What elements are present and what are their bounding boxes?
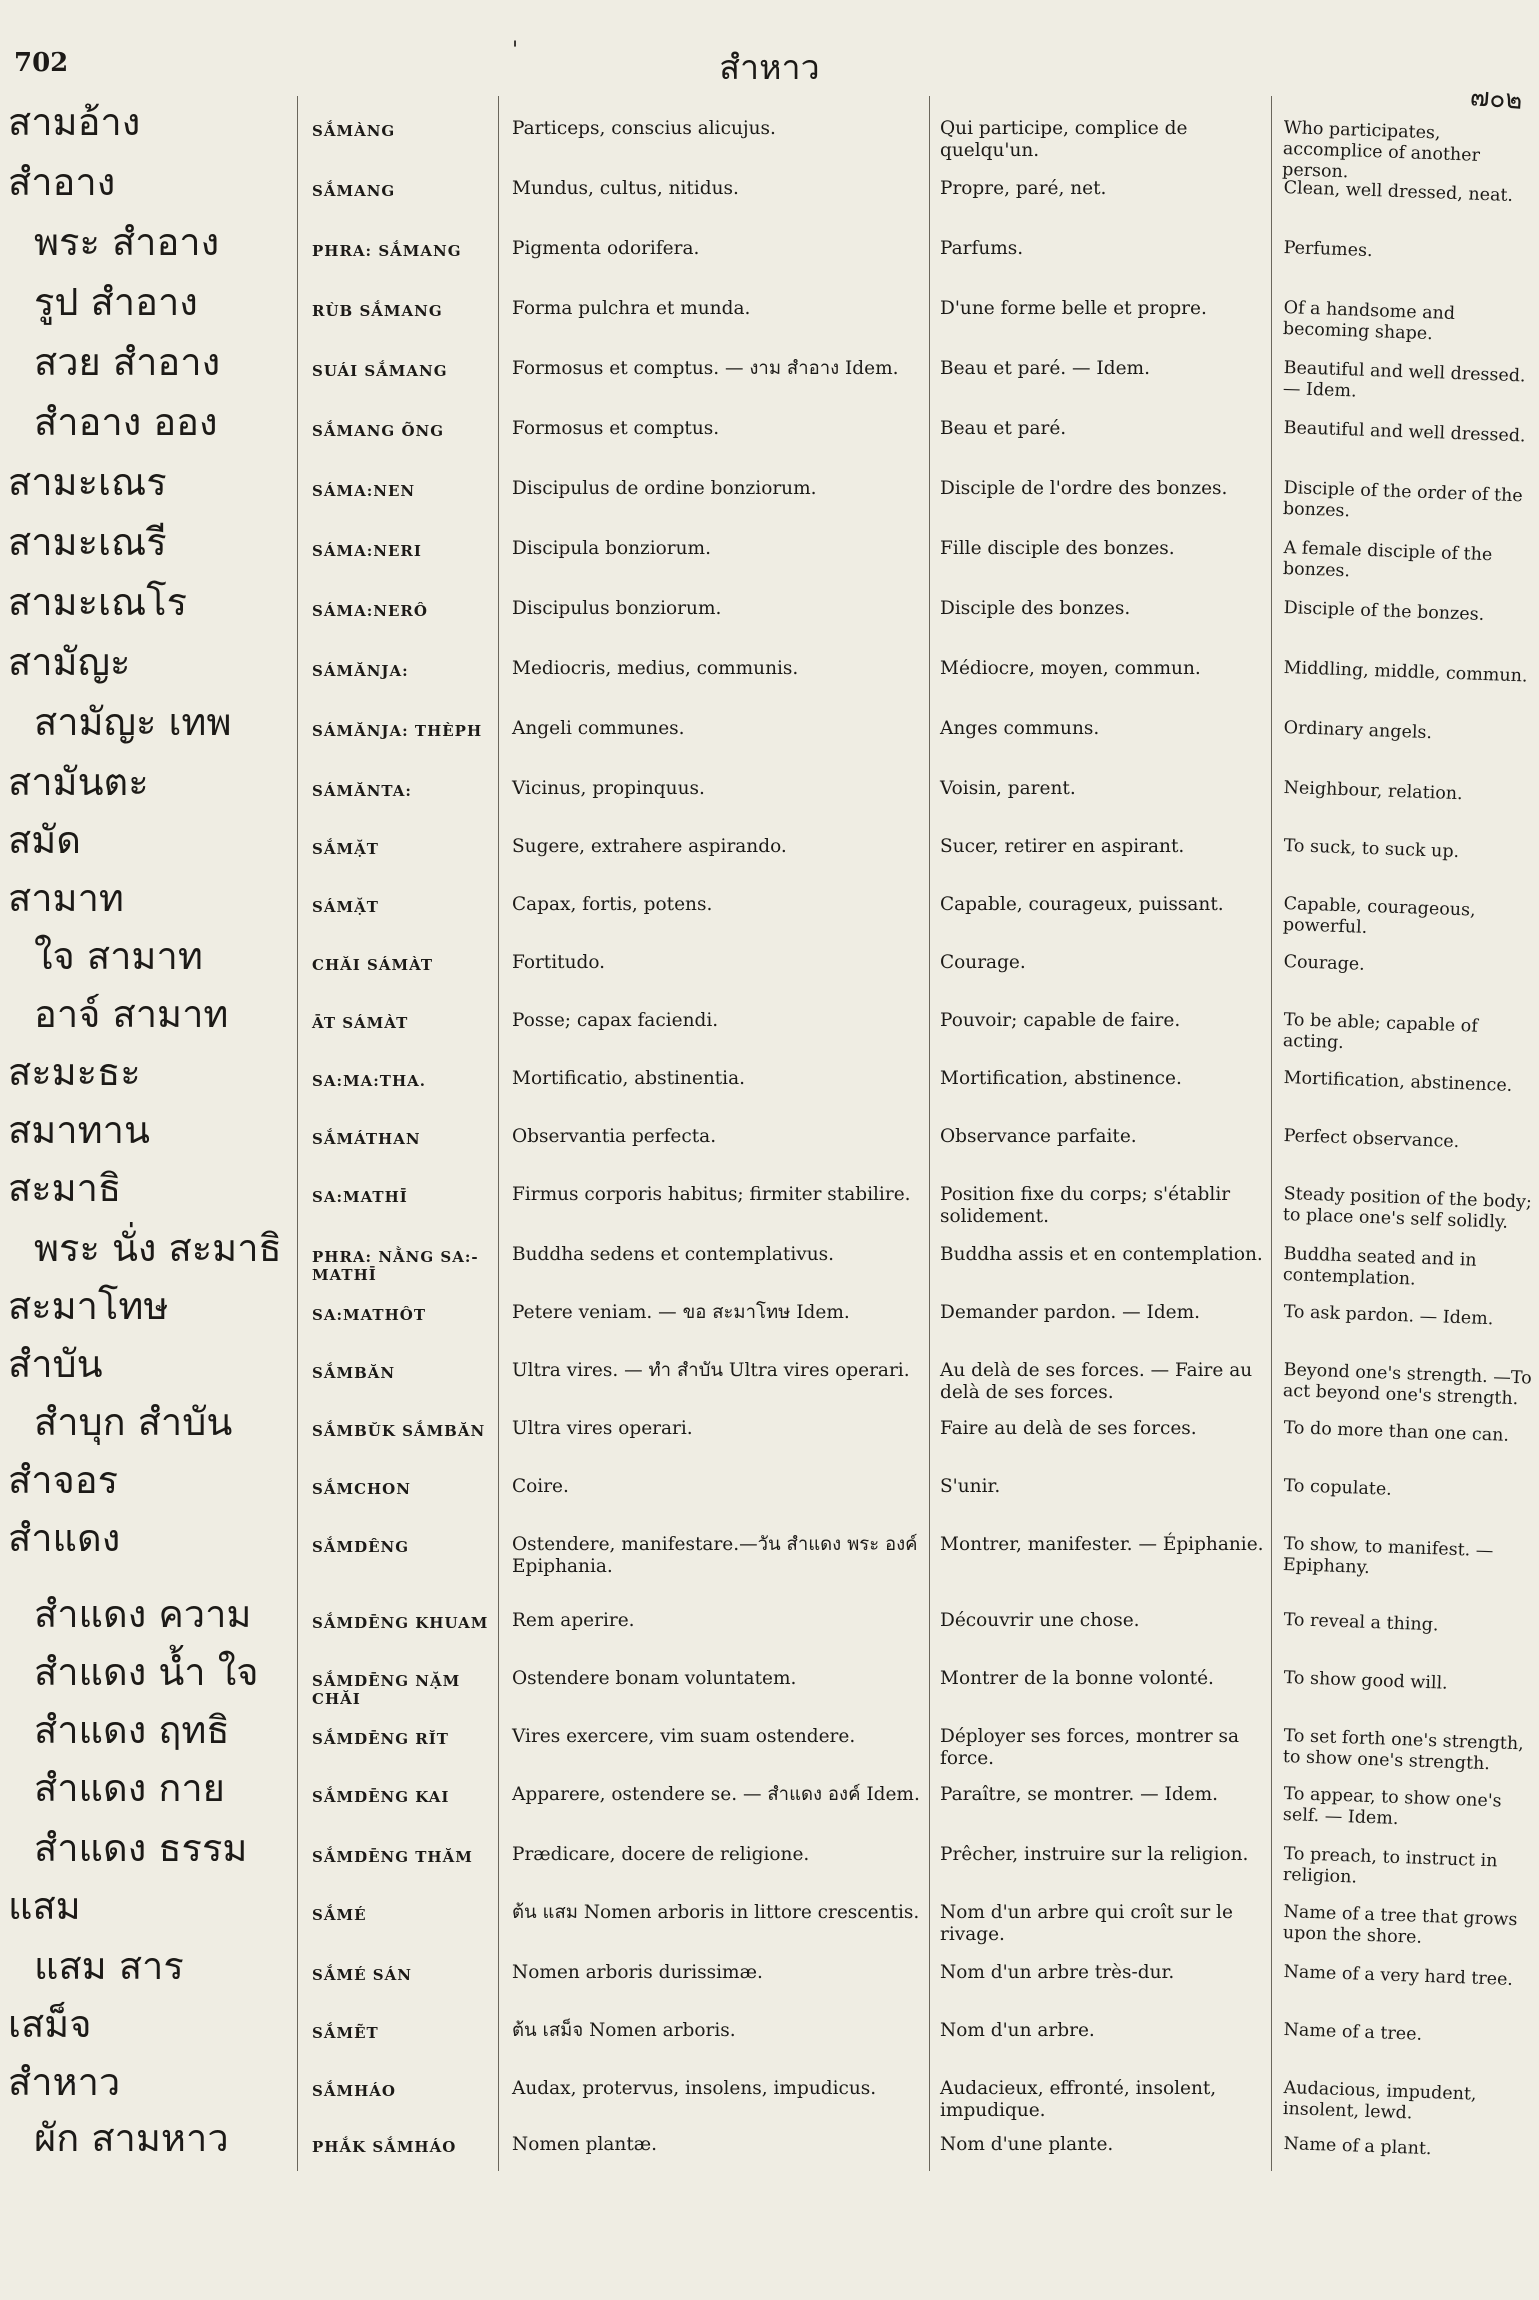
- english-definition: Clean, well dressed, neat.: [1283, 178, 1514, 206]
- english-definition: A female disciple of the bonzes.: [1282, 538, 1493, 582]
- romanization: CHĂI SÁMÀT: [312, 956, 434, 974]
- english-definition: Perfumes.: [1283, 238, 1373, 262]
- french-definition: Montrer, manifester. — Épiphanie.: [940, 1534, 1264, 1555]
- thai-headword: สำอาง ออง: [34, 400, 218, 444]
- french-definition: Mortification, abstinence.: [940, 1068, 1182, 1089]
- latin-definition: Rem aperire.: [512, 1610, 635, 1631]
- english-definition: Beyond one's strength. —To act beyond one's strength.: [1282, 1360, 1533, 1410]
- english-definition: Buddha seated and in contemplation.: [1282, 1244, 1477, 1290]
- romanization: PHRA: NẰNG SA:-MATHĪ: [312, 1248, 479, 1284]
- french-definition: Sucer, retirer en aspirant.: [940, 836, 1185, 857]
- english-definition: To set forth one's strength, to show one's strength.: [1282, 1726, 1525, 1775]
- english-definition: Capable, courageous, powerful.: [1282, 894, 1476, 938]
- romanization: SÁMA:NERÔ: [312, 602, 428, 620]
- latin-definition: Mundus, cultus, nitidus.: [512, 178, 739, 199]
- romanization: SA:MATHĪ: [312, 1188, 408, 1206]
- french-definition: Nom d'une plante.: [940, 2134, 1114, 2155]
- french-definition: Position fixe du corps; s'établir solidement.: [940, 1184, 1231, 1228]
- romanization: SÁMA:NERI: [312, 542, 422, 560]
- thai-headword: สำแดง ความ: [34, 1592, 252, 1636]
- latin-definition: ต้น แสม Nomen arboris in littore crescentis.: [512, 1902, 920, 1923]
- thai-headword: สามาท: [8, 876, 124, 920]
- thai-headword: สำแดง ฤทธิ: [34, 1708, 230, 1752]
- romanization: SÁMẶT: [312, 898, 379, 916]
- romanization: SẮMDĒNG THĂM: [312, 1848, 473, 1866]
- latin-definition: Prædicare, docere de religione.: [512, 1844, 810, 1865]
- french-definition: Demander pardon. — Idem.: [940, 1302, 1201, 1323]
- english-definition: Beautiful and well dressed. — Idem.: [1282, 358, 1526, 402]
- french-definition: Déployer ses forces, montrer sa force.: [940, 1726, 1240, 1770]
- thai-headword: สำอาง: [8, 160, 116, 204]
- thai-headword: ใจ สามาท: [34, 934, 203, 978]
- french-definition: Fille disciple des bonzes.: [940, 538, 1175, 559]
- english-definition: Disciple of the bonzes.: [1283, 598, 1485, 625]
- english-definition: Name of a tree that grows upon the shore.: [1282, 1902, 1518, 1948]
- thai-headword: สะมะธะ: [8, 1050, 141, 1094]
- romanization: SẮMDÊNG: [312, 1538, 410, 1556]
- french-definition: Beau et paré. — Idem.: [940, 358, 1150, 379]
- english-definition: To show, to manifest. — Epiphany.: [1282, 1534, 1494, 1579]
- romanization: SẮMDĒNG RĬT: [312, 1730, 449, 1748]
- english-definition: Audacious, impudent, insolent, lewd.: [1282, 2078, 1477, 2124]
- thai-page-number: ๗๐๒: [1469, 82, 1524, 116]
- romanization: SÁMĂNJA: THÈPH: [312, 722, 483, 740]
- french-definition: Nom d'un arbre très-dur.: [940, 1962, 1175, 1983]
- tick-mark: ': [512, 38, 519, 63]
- thai-headword: สำแดง กาย: [34, 1766, 225, 1810]
- english-definition: To be able; capable of acting.: [1282, 1010, 1479, 1054]
- thai-headword: พระ นั่ง สะมาธิ: [34, 1226, 282, 1270]
- english-definition: Name of a very hard tree.: [1283, 1962, 1514, 1990]
- french-definition: Parfums.: [940, 238, 1024, 259]
- thai-headword: สะมาธิ: [8, 1166, 122, 1210]
- french-definition: Beau et paré.: [940, 418, 1067, 439]
- thai-headword: สำแดง น้ำ ใจ: [34, 1650, 259, 1694]
- english-definition: To ask pardon. — Idem.: [1283, 1302, 1494, 1330]
- latin-definition: Posse; capax faciendi.: [512, 1010, 719, 1031]
- latin-definition: Forma pulchra et munda.: [512, 298, 751, 319]
- latin-definition: Ostendere, manifestare.—วัน สำแดง พระ องค์ Epiphania.: [512, 1534, 918, 1578]
- french-definition: S'unir.: [940, 1476, 1001, 1497]
- latin-definition: Petere veniam. — ขอ สะมาโทษ Idem.: [512, 1302, 850, 1323]
- french-definition: Anges communs.: [940, 718, 1100, 739]
- romanization: SUÁI SẮMANG: [312, 362, 448, 380]
- romanization: SA:MA:THA.: [312, 1072, 426, 1090]
- thai-headword: สำหาว: [8, 2060, 121, 2104]
- french-definition: Nom d'un arbre.: [940, 2020, 1095, 2041]
- romanization: PHRA: SẮMANG: [312, 242, 462, 260]
- latin-definition: Vires exercere, vim suam ostendere.: [512, 1726, 856, 1747]
- thai-headword: ผัก สามหาว: [34, 2116, 229, 2160]
- english-definition: Steady position of the body; to place one's self solidly.: [1282, 1184, 1533, 1233]
- thai-headword: สำจอร: [8, 1458, 119, 1502]
- french-definition: Médiocre, moyen, commun.: [940, 658, 1201, 679]
- english-definition: To do more than one can.: [1283, 1418, 1510, 1446]
- romanization: SẮMBŬK SẮMBĂN: [312, 1422, 486, 1440]
- latin-definition: Ostendere bonam voluntatem.: [512, 1668, 797, 1689]
- thai-headword: สามันตะ: [8, 760, 149, 804]
- latin-definition: Nomen plantæ.: [512, 2134, 658, 2155]
- thai-headword: สามะเณโร: [8, 580, 188, 624]
- thai-headword: สำแดง ธรรม: [34, 1826, 248, 1870]
- french-definition: Prêcher, instruire sur la religion.: [940, 1844, 1249, 1865]
- latin-definition: Buddha sedens et contemplativus.: [512, 1244, 835, 1265]
- french-definition: Capable, courageux, puissant.: [940, 894, 1224, 915]
- thai-headword: เสม็จ: [8, 2002, 92, 2046]
- latin-definition: Particeps, conscius alicujus.: [512, 118, 776, 139]
- french-definition: Disciple des bonzes.: [940, 598, 1131, 619]
- french-definition: D'une forme belle et propre.: [940, 298, 1207, 319]
- english-definition: Ordinary angels.: [1283, 718, 1433, 744]
- french-definition: Découvrir une chose.: [940, 1610, 1140, 1631]
- latin-definition: ต้น เสม็จ Nomen arboris.: [512, 2020, 736, 2041]
- romanization: SÁMĂNJA:: [312, 662, 409, 680]
- latin-definition: Angeli communes.: [512, 718, 685, 739]
- latin-definition: Formosus et comptus.: [512, 418, 720, 439]
- thai-headword: สามะเณร: [8, 460, 167, 504]
- thai-headword: สำแดง: [8, 1516, 121, 1560]
- thai-headword: แสม: [8, 1884, 81, 1928]
- english-definition: Neighbour, relation.: [1283, 778, 1463, 805]
- english-definition: Who participates, accomplice of another person.: [1281, 118, 1481, 183]
- romanization: SẮMANG ÕNG: [312, 422, 445, 440]
- thai-headword: สามอ้าง: [8, 100, 141, 144]
- english-definition: Perfect observance.: [1283, 1126, 1460, 1153]
- latin-definition: Pigmenta odorifera.: [512, 238, 700, 259]
- latin-definition: Firmus corporis habitus; firmiter stabilire.: [512, 1184, 911, 1205]
- latin-definition: Mortificatio, abstinentia.: [512, 1068, 746, 1089]
- romanization: SẮMÉ SÁN: [312, 1966, 412, 1984]
- latin-definition: Audax, protervus, insolens, impudicus.: [512, 2078, 877, 2099]
- thai-headword: พระ สำอาง: [34, 220, 220, 264]
- thai-headword: สมัด: [8, 818, 81, 862]
- thai-headword: สามะเณรี: [8, 520, 167, 564]
- french-definition: Audacieux, effronté, insolent, impudique.: [940, 2078, 1217, 2122]
- french-definition: Pouvoir; capable de faire.: [940, 1010, 1181, 1031]
- english-definition: Of a handsome and becoming shape.: [1282, 298, 1456, 345]
- romanization: SÁMĂNTA:: [312, 782, 412, 800]
- thai-headword: รูป สำอาง: [34, 280, 198, 324]
- romanization: SÁMA:NEN: [312, 482, 416, 500]
- french-definition: Buddha assis et en contemplation.: [940, 1244, 1263, 1265]
- english-definition: To preach, to instruct in religion.: [1282, 1844, 1498, 1888]
- english-definition: Disciple of the order of the bonzes.: [1282, 478, 1524, 522]
- latin-definition: Sugere, extrahere aspirando.: [512, 836, 787, 857]
- english-definition: To reveal a thing.: [1283, 1610, 1439, 1636]
- latin-definition: Nomen arboris durissimæ.: [512, 1962, 763, 1983]
- english-definition: To suck, to suck up.: [1283, 836, 1460, 863]
- english-definition: Mortification, abstinence.: [1283, 1068, 1513, 1096]
- latin-definition: Ultra vires operari.: [512, 1418, 693, 1439]
- latin-definition: Discipulus bonziorum.: [512, 598, 722, 619]
- french-definition: Paraître, se montrer. — Idem.: [940, 1784, 1219, 1805]
- french-definition: Au delà de ses forces. — Faire au delà de ses forces.: [940, 1360, 1253, 1404]
- thai-headword: สำบัน: [8, 1342, 103, 1386]
- romanization: SA:MATHÔT: [312, 1306, 426, 1324]
- english-definition: To copulate.: [1283, 1476, 1393, 1500]
- romanization: ĀT SÁMÀT: [312, 1014, 409, 1032]
- romanization: SẮMÀNG: [312, 122, 396, 140]
- romanization: SẮMDĒNG NẶM CHĂI: [312, 1672, 461, 1708]
- french-definition: Disciple de l'ordre des bonzes.: [940, 478, 1228, 499]
- thai-headword: สวย สำอาง: [34, 340, 221, 384]
- french-definition: Courage.: [940, 952, 1026, 973]
- english-definition: Middling, middle, commun.: [1283, 658, 1528, 687]
- romanization: PHẮK SẮMHÁO: [312, 2138, 457, 2156]
- dictionary-entry: [0, 2116, 1539, 2184]
- english-definition: Beautiful and well dressed.: [1283, 418, 1526, 447]
- thai-headword: สามัญะ: [8, 640, 131, 684]
- latin-definition: Discipulus de ordine bonziorum.: [512, 478, 817, 499]
- thai-headword: สำบุก สำบัน: [34, 1400, 233, 1444]
- latin-definition: Apparere, ostendere se. — สำแดง องค์ Idem.: [512, 1784, 920, 1805]
- romanization: SẮMCHON: [312, 1480, 411, 1498]
- romanization: SẮMẶT: [312, 840, 379, 858]
- romanization: SẮMẼT: [312, 2024, 379, 2042]
- latin-definition: Capax, fortis, potens.: [512, 894, 713, 915]
- thai-headword: สมาทาน: [8, 1108, 150, 1152]
- latin-definition: Discipula bonziorum.: [512, 538, 711, 559]
- latin-definition: Ultra vires. — ทำ สำบัน Ultra vires operari.: [512, 1360, 910, 1381]
- french-definition: Montrer de la bonne volonté.: [940, 1668, 1214, 1689]
- english-definition: Name of a plant.: [1283, 2134, 1432, 2160]
- romanization: SẮMDĒNG KHUAM: [312, 1614, 489, 1632]
- latin-definition: Observantia perfecta.: [512, 1126, 717, 1147]
- latin-definition: Vicinus, propinquus.: [512, 778, 705, 799]
- thai-headword: สะมาโทษ: [8, 1284, 169, 1328]
- thai-headword: อาจ์ สามาท: [34, 992, 229, 1036]
- english-definition: To appear, to show one's self. — Idem.: [1282, 1784, 1502, 1830]
- french-definition: Propre, paré, net.: [940, 178, 1107, 199]
- latin-definition: Mediocris, medius, communis.: [512, 658, 799, 679]
- romanization: SẮMANG: [312, 182, 396, 200]
- english-definition: Courage.: [1283, 952, 1366, 975]
- english-definition: To show good will.: [1283, 1668, 1449, 1694]
- page-title: สำหาว: [719, 48, 820, 88]
- dictionary-entry: [0, 1516, 1539, 1584]
- romanization: SẮMBĂN: [312, 1364, 396, 1382]
- romanization: SẮMHÁO: [312, 2082, 396, 2100]
- romanization: SẮMDĒNG KAI: [312, 1788, 450, 1806]
- latin-definition: Formosus et comptus. — งาม สำอาง Idem.: [512, 358, 899, 379]
- thai-headword: สามัญะ เทพ: [34, 700, 232, 744]
- french-definition: Faire au delà de ses forces.: [940, 1418, 1197, 1439]
- latin-definition: Fortitudo.: [512, 952, 606, 973]
- french-definition: Observance parfaite.: [940, 1126, 1137, 1147]
- latin-definition: Coire.: [512, 1476, 569, 1497]
- romanization: RÙB SẮMANG: [312, 302, 443, 320]
- french-definition: Nom d'un arbre qui croît sur le rivage.: [940, 1902, 1233, 1946]
- page-number: 702: [14, 48, 69, 78]
- romanization: SẮMÉ: [312, 1906, 367, 1924]
- thai-headword: แสม สาร: [34, 1944, 184, 1988]
- french-definition: Qui participe, complice de quelqu'un.: [940, 118, 1188, 162]
- romanization: SẮMÁTHAN: [312, 1130, 421, 1148]
- french-definition: Voisin, parent.: [940, 778, 1076, 799]
- english-definition: Name of a tree.: [1283, 2020, 1423, 2045]
